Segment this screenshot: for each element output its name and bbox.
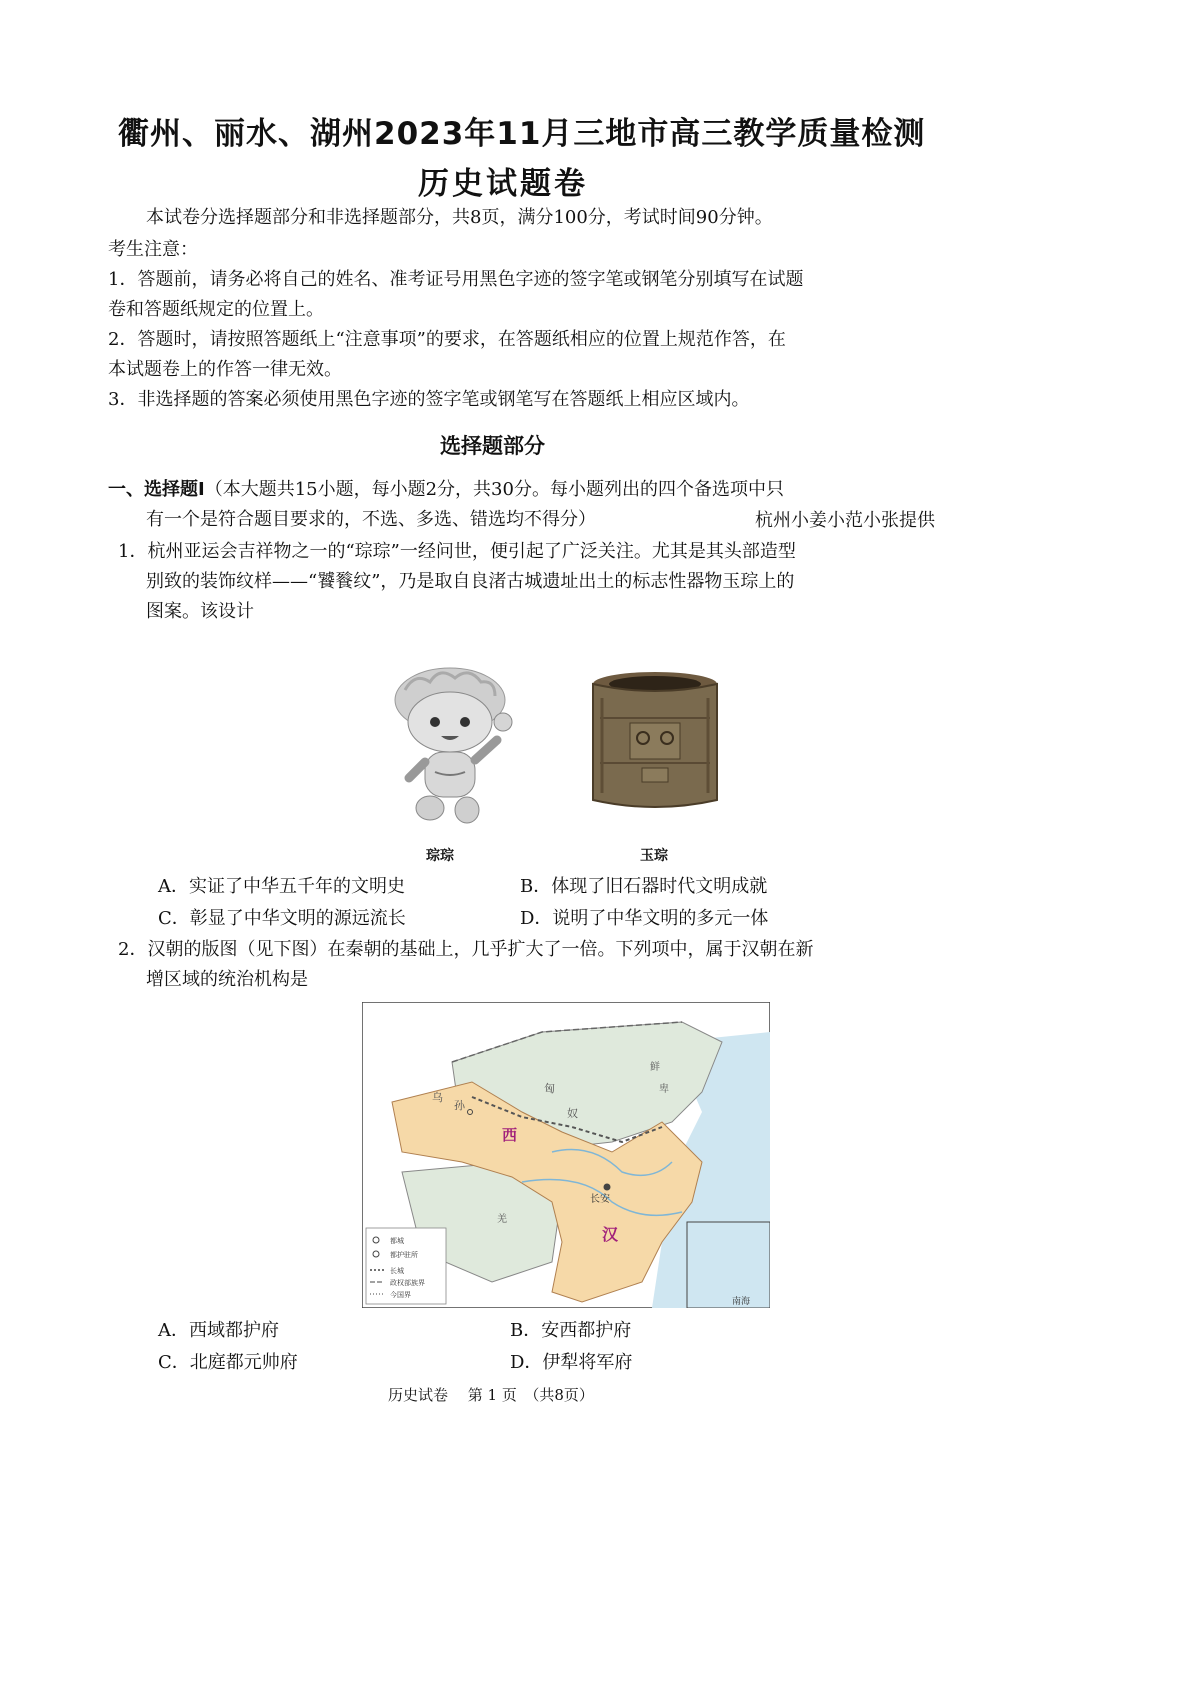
note-line: 2．答题时，请按照答题纸上“注意事项”的要求，在答题纸相应的位置上规范作答，在 (108, 329, 786, 350)
exam-subtitle: 历史试题卷 (418, 166, 588, 202)
map-label-wusun: 乌 (432, 1091, 443, 1104)
credit-note: 杭州小姜小范小张提供 (755, 510, 935, 531)
q1-option-c[interactable]: C．彰显了中华文明的源远流长 (158, 908, 406, 929)
caption-congcong: 琮琮 (426, 848, 454, 864)
caption-jade-cong: 玉琮 (640, 848, 668, 864)
map-label-xianbei1: 鲜 (650, 1062, 660, 1073)
intro-line: 本试卷分选择题部分和非选择题部分，共8页，满分100分，考试时间90分钟。 (146, 207, 773, 228)
q2-option-b[interactable]: B．安西都护府 (510, 1320, 632, 1341)
map-label-xiongnu2: 奴 (567, 1107, 578, 1120)
map-label-nanhai: 南海 (732, 1297, 751, 1307)
map-label-xiongnu1: 匈 (544, 1082, 555, 1095)
legend-protectorate: 都护驻所 (390, 1251, 418, 1259)
q2-line: 2．汉朝的版图（见下图）在秦朝的基础上，几乎扩大了一倍。下列项中，属于汉朝在新 (118, 939, 814, 960)
q1-option-a[interactable]: A．实证了中华五千年的文明史 (158, 876, 405, 897)
legend-great-wall: 长城 (390, 1267, 404, 1275)
part-description: （本大题共15小题，每小题2分，共30分。每小题列出的四个备选项中只 (204, 479, 784, 500)
legend-national-border: 今国界 (390, 1291, 411, 1299)
map-label-xi: 西 (502, 1126, 518, 1144)
legend-capital: 都城 (390, 1237, 404, 1245)
q2-option-a[interactable]: A．西域都护府 (158, 1320, 279, 1341)
map-label-changan: 长安 (590, 1194, 610, 1205)
notice-heading: 考生注意： (108, 239, 198, 260)
note-line: 本试题卷上的作答一律无效。 (108, 359, 342, 380)
part-label: 一、选择题Ⅰ (108, 479, 205, 500)
q1-option-d[interactable]: D．说明了中华文明的多元一体 (520, 908, 769, 929)
q2-option-d[interactable]: D．伊犁将军府 (510, 1352, 633, 1373)
q2-option-c[interactable]: C．北庭都元帅府 (158, 1352, 298, 1373)
section-heading: 选择题部分 (440, 434, 545, 458)
map-label-qiang: 羌 (497, 1214, 507, 1225)
q2-line: 增区域的统治机构是 (146, 969, 308, 990)
jade-cong-image (580, 668, 730, 818)
han-dynasty-map (362, 1002, 770, 1308)
mascot-congcong-image (375, 660, 525, 830)
q1-line: 别致的装饰纹样——“饕餮纹”，乃是取自良渚古城遗址出土的标志性器物玉琮上的 (146, 571, 795, 592)
map-label-xianbei2: 卑 (659, 1084, 669, 1095)
q1-line: 1．杭州亚运会吉祥物之一的“琮琮”一经问世，便引起了广泛关注。尤其是其头部造型 (118, 541, 796, 562)
page-footer: 历史试卷 第 1 页 （共8页） (388, 1386, 594, 1404)
note-line: 1．答题前，请务必将自己的姓名、准考证号用黑色字迹的签字笔或钢笔分别填写在试题 (108, 269, 804, 290)
map-label-wusun2: 孙 (454, 1099, 465, 1112)
note-line: 卷和答题纸规定的位置上。 (108, 299, 324, 320)
part-header (108, 474, 784, 506)
exam-title: 衢州、丽水、湖州2023年11月三地市高三教学质量检测 (118, 116, 926, 152)
note-line: 3．非选择题的答案必须使用黑色字迹的签字笔或钢笔写在答题纸上相应区域内。 (108, 389, 750, 410)
q1-option-b[interactable]: B．体现了旧石器时代文明成就 (520, 876, 768, 897)
legend-regime-border: 政权部族界 (390, 1279, 425, 1287)
q1-line: 图案。该设计 (146, 601, 254, 622)
part-description-cont: 有一个是符合题目要求的，不选、多选、错选均不得分） (146, 509, 596, 530)
map-label-han: 汉 (602, 1225, 619, 1244)
